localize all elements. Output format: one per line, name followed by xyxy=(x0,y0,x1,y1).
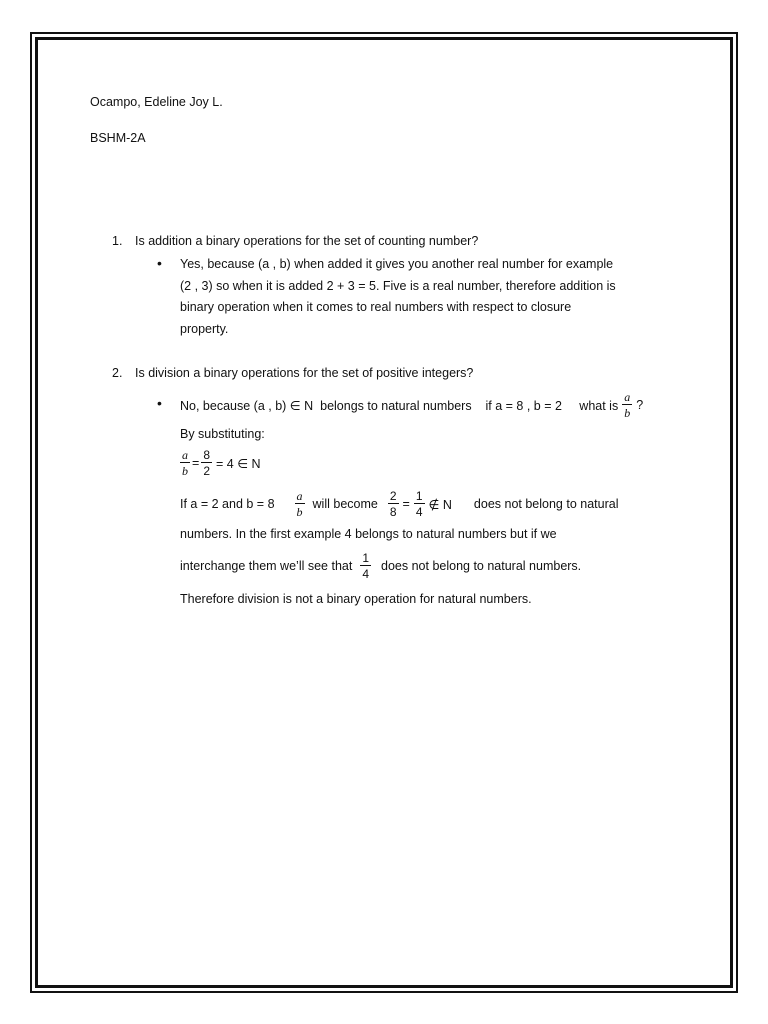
fraction-denominator: 4 xyxy=(415,505,423,519)
fraction-a-over-b xyxy=(295,490,305,518)
q1-number: 1. xyxy=(112,234,123,248)
fraction-denominator: 4 xyxy=(362,567,370,581)
fraction-1-over-4 xyxy=(414,490,425,518)
fraction-numerator: 1 xyxy=(415,489,423,503)
fraction-a-over-b xyxy=(622,391,632,419)
conclusion: Therefore division is not a binary operation for natural numbers. xyxy=(180,592,532,606)
fraction-1-over-4 xyxy=(360,552,371,580)
student-section: BSHM-2A xyxy=(90,131,146,145)
equation-result: = 4 ∈ N xyxy=(216,456,261,471)
substitution-equation xyxy=(178,446,261,480)
q2-number: 2. xyxy=(112,366,123,380)
q1-answer-line-3: binary operation when it comes to real numbers with respect to closure xyxy=(180,300,572,314)
if-a-2-b-8: If a = 2 and b = 8 xyxy=(180,497,275,511)
q1-answer-line-2: (2 , 3) so when it is added 2 + 3 = 5. Five is a real number, therefore addition is xyxy=(180,279,616,293)
will-become: will become xyxy=(312,497,378,511)
does-not-belong-text: does not belong to natural xyxy=(473,497,619,511)
fraction-numerator: 1 xyxy=(362,551,370,565)
fraction-a-over-b xyxy=(180,449,190,477)
fraction-denominator: b xyxy=(624,406,631,420)
numbers-example-line: numbers. In the first example 4 belongs to natural numbers but if we xyxy=(180,527,557,541)
fraction-numerator: a xyxy=(182,448,188,462)
q1-answer-line-1: Yes, because (a , b) when added it gives you another real number for example xyxy=(180,257,614,271)
not-element-of-n: ∉ N xyxy=(428,497,452,512)
fraction-numerator: a xyxy=(296,489,303,503)
q2-line1-text: No, because (a , b) ∈ N belongs to natural numbers if a = 8 , b = 2 what is xyxy=(180,398,619,413)
q1-bullet: • xyxy=(157,255,162,271)
q2-bullet: • xyxy=(157,395,162,411)
fraction-numerator: 8 xyxy=(203,448,210,462)
does-not-belong-text-2: does not belong to natural numbers. xyxy=(381,559,582,573)
interchange-text: interchange them we’ll see that xyxy=(180,559,353,573)
q2-question: Is division a binary operations for the set of positive integers? xyxy=(135,366,474,380)
q2-line1-end: ? xyxy=(636,398,644,412)
fraction-8-over-2 xyxy=(201,449,212,477)
by-substituting: By substituting: xyxy=(180,427,265,441)
fraction-denominator: b xyxy=(182,464,188,478)
fraction-numerator: 2 xyxy=(389,489,397,503)
equals-sign: = xyxy=(402,497,410,511)
fraction-denominator: 8 xyxy=(389,505,397,519)
fraction-denominator: 2 xyxy=(203,464,210,478)
q2-answer-line-1 xyxy=(180,388,643,422)
equals-sign: = xyxy=(192,456,200,470)
interchange-line xyxy=(180,548,581,584)
q1-answer-line-4: property. xyxy=(180,322,229,336)
fraction-2-over-8 xyxy=(388,490,399,518)
second-example-line xyxy=(180,486,618,522)
fraction-numerator: a xyxy=(624,390,631,404)
student-name: Ocampo, Edeline Joy L. xyxy=(90,95,223,109)
fraction-denominator: b xyxy=(296,505,303,519)
q1-question: Is addition a binary operations for the set of counting number? xyxy=(135,234,479,248)
